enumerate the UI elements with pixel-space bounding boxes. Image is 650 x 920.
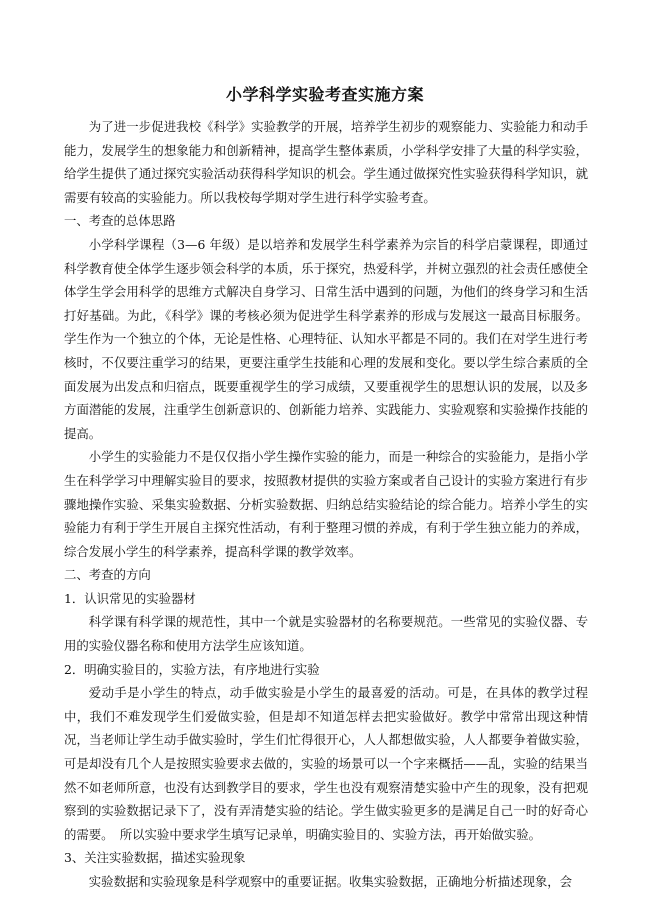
- subsection-3-paragraph: 实验数据和实验现象是科学观察中的重要证据。收集实验数据，正确地分析描述现象，会: [88, 874, 573, 889]
- subsection-1-paragraph: 科学课有科学课的规范性，其中一个就是实验器材的名称要规范。一些常见的实验仪器、专用的实验仪器名称和使用方法学生应该知道。: [64, 614, 588, 654]
- document-title: 小学科学实验考查实施方案: [225, 85, 424, 104]
- subsection-2-paragraph: 爱动手是小学生的特点，动手做实验是小学生的最喜爱的活动。可是，在具体的教学过程中，我们不难发现学生们爱做实验，但是却不知道怎样去把实验做好。教学中常常出现这种情况，当老师让学生动手做实验时，学生们忙得很开心，人人都想做实验，人人都要争着做实验，可是却没有几个人是按照实验要求去做的，实验的场景可以一个字来概括——乱，实验的结果当然不如老师所意，也没有达到教学目的要求，学生也没有观察清楚实验中产生的现象，没有把观察到的实验数据记录下了，没有弄清楚实验的结论。学生做实验更多的是满足自己一时的好奇心的需要。 所以实验中要求学生填写记录单，明确实验目的、实验方法，再开始做实验。: [64, 685, 588, 842]
- section-2-heading: 二、考查的方向: [64, 567, 151, 583]
- section-1-heading: 一、考查的总体思路: [64, 213, 176, 229]
- document-body: [64, 115, 588, 894]
- subsection-3-heading: 3、关注实验数据，描述实验现象: [64, 850, 246, 866]
- subsection-2-heading: 2．明确实验目的，实验方法，有序地进行实验: [64, 661, 320, 677]
- section-1-paragraph-2: 小学生的实验能力不是仅仅指小学生操作实验的能力，而是一种综合的实验能力，是指小学生在科学学习中理解实验目的要求，按照教材提供的实验方案或者自己设计的实验方案进行有步骤地操作实验、采集实验数据、分析实验数据、归纳总结实验结论的综合能力。培养小学生的实验能力有利于学生开展自主探究性活动，有利于整理习惯的养成，有利于学生独立能力的养成，综合发展小学生的科学素养，提高科学课的教学效率。: [64, 449, 588, 559]
- intro-paragraph: 为了进一步促进我校《科学》实验教学的开展，培养学生初步的观察能力、实验能力和动手能力，发展学生的想象能力和创新精神，提高学生整体素质，小学科学安排了大量的科学实验，给学生提供了通过探究实验活动获得科学知识的机会。学生通过做探究性实验获得科学知识，就需要有较高的实验能力。所以我校每学期对学生进行科学实验考查。: [64, 119, 588, 205]
- section-1-paragraph-1: 小学科学课程（3—6 年级）是以培养和发展学生科学素养为宗旨的科学启蒙课程，即通过科学教育使全体学生逐步领会科学的本质，乐于探究，热爱科学，并树立强烈的社会责任感使全体学生学会用科学的思维方式解决自身学习、日常生活中遇到的问题，为他们的终身学习和生活打好基础。为此，《科学》课的考核必须为促进学生科学素养的形成与发展这一最高目标服务。学生作为一个独立的个体，无论是性格、心理特征、认知水平都是不同的。我们在对学生进行考核时，不仅要注重学习的结果，更要注重学生技能和心理的发展和变化。要以学生综合素质的全面发展为出发点和归宿点，既要重视学生的学习成绩，又要重视学生的思想认识的发展，以及多方面潜能的发展，注重学生创新意识的、创新能力培养、实践能力、实验观察和实验操作技能的提高。: [64, 236, 588, 441]
- subsection-1-heading: 1．认识常见的实验器材: [64, 590, 196, 606]
